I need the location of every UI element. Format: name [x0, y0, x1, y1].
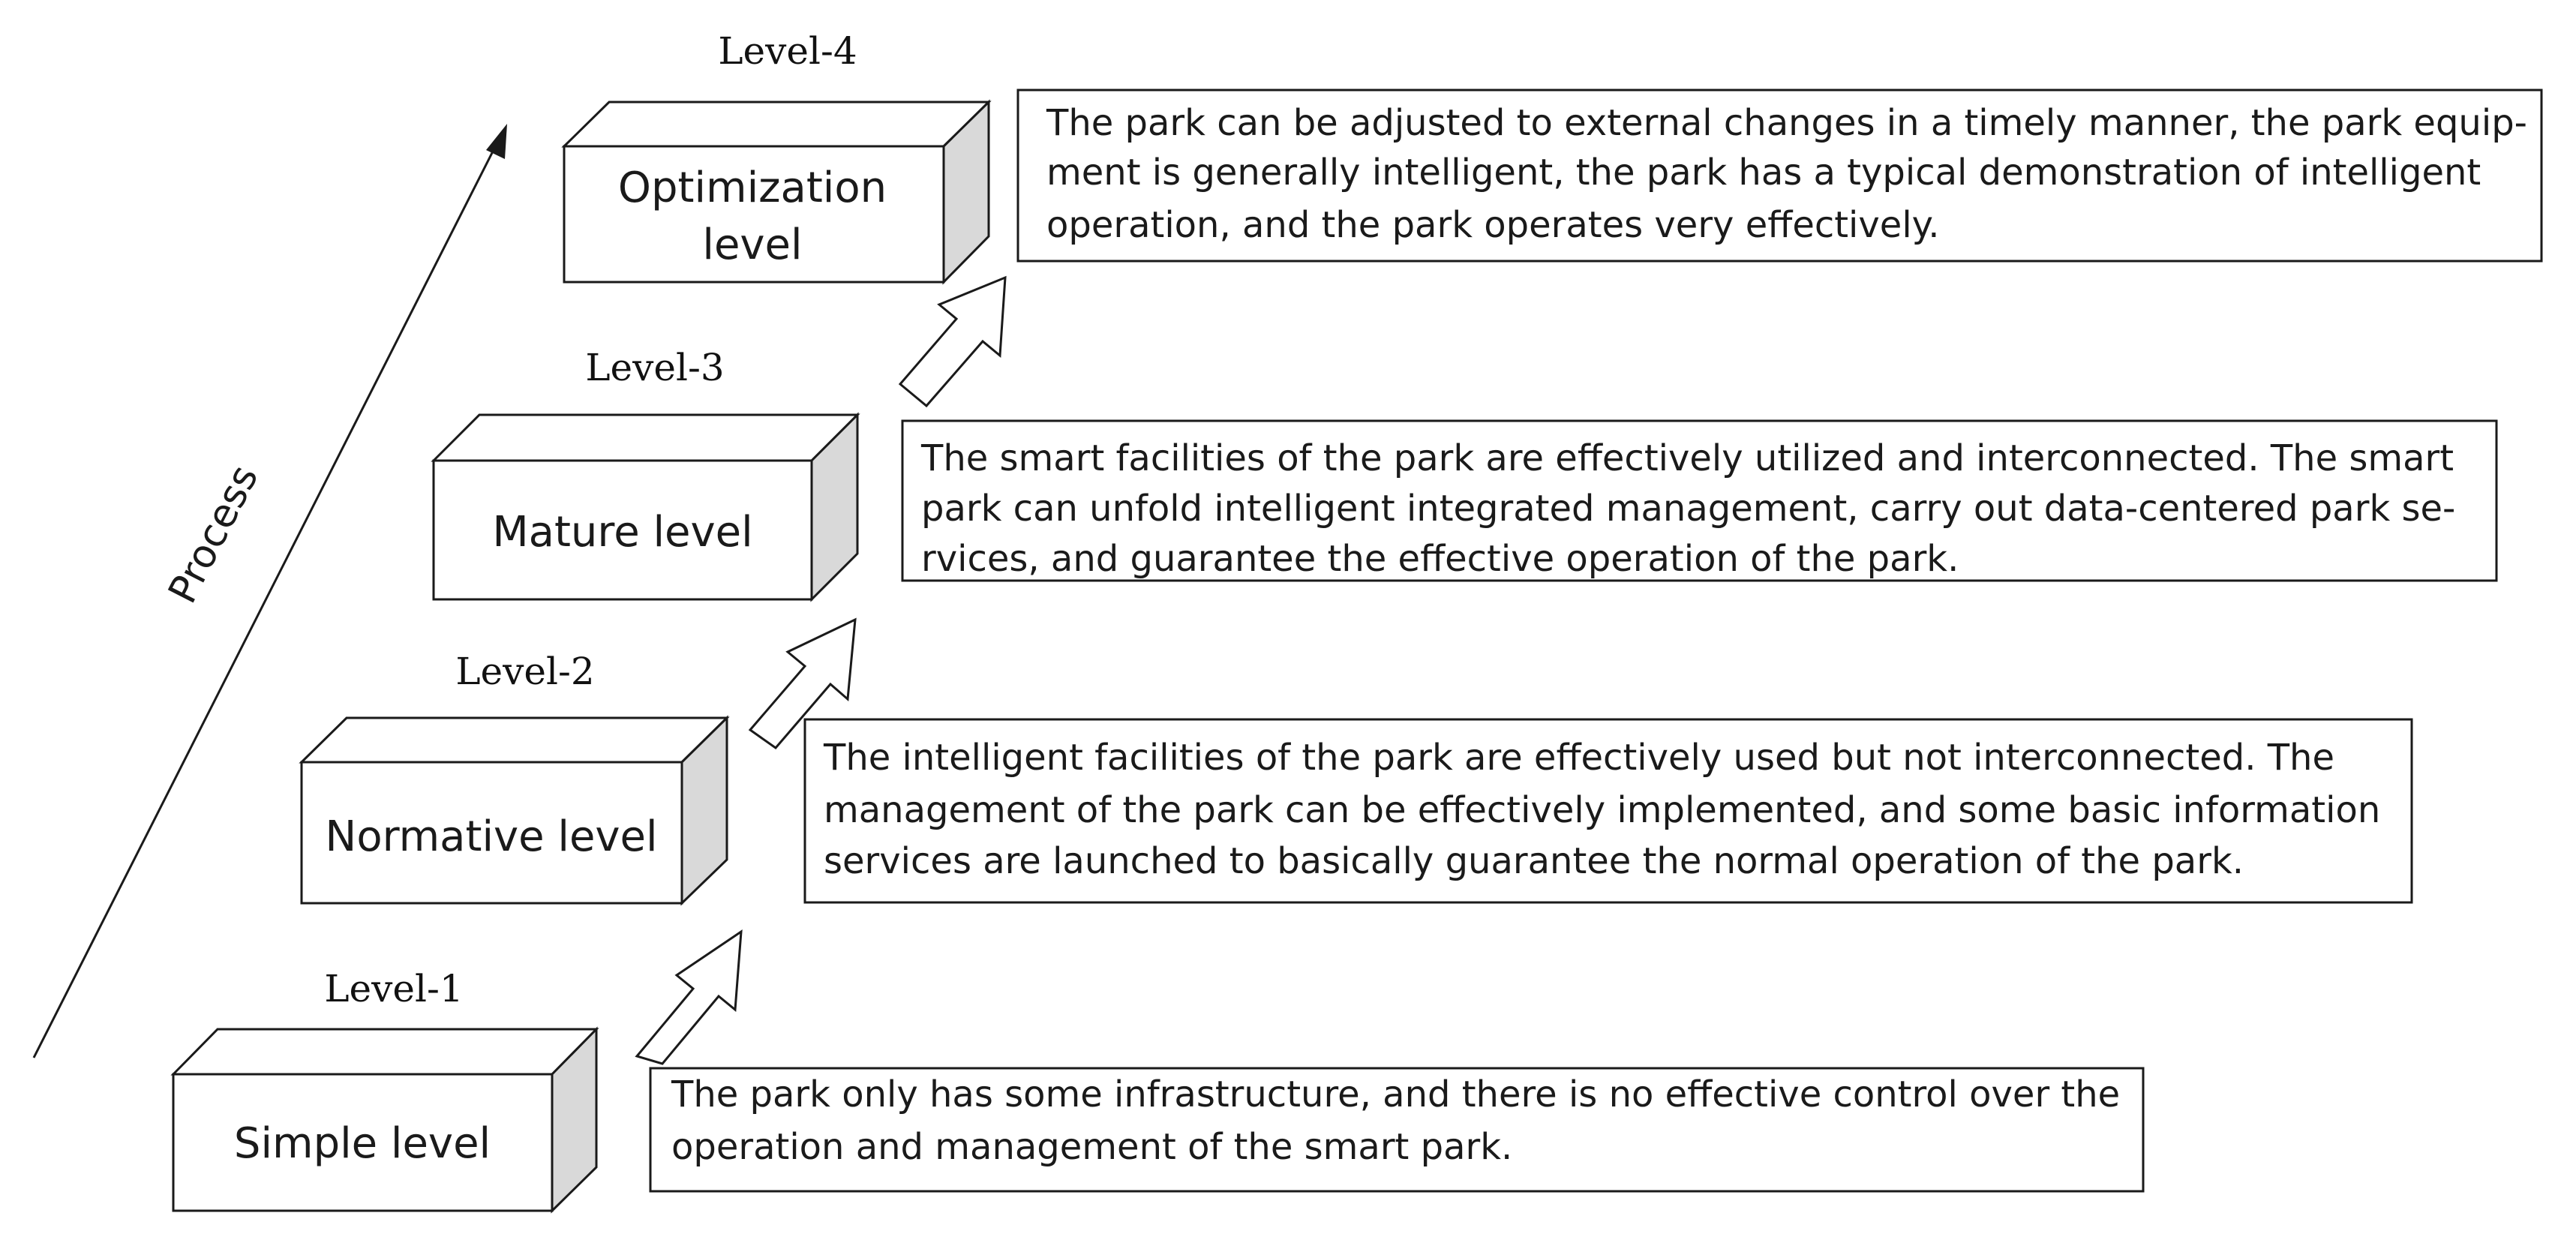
level-4-name-line-2: level: [702, 221, 803, 269]
level-1-group: [173, 967, 2143, 1211]
process-axis-line: [34, 135, 501, 1058]
level-4-name-line-1: Optimization: [617, 164, 887, 212]
level-2-title: Level-2: [455, 650, 595, 693]
level-1-box: [173, 1029, 596, 1211]
level-2-description-box: [805, 719, 2412, 902]
level-4-box-top: [564, 102, 989, 146]
level-4-group: [564, 29, 2541, 282]
level-2-description-line-3: services are launched to basically guarantee the normal operation of the park.: [824, 840, 2244, 882]
level-2-box-top: [302, 718, 727, 762]
level-1-title: Level-1: [324, 967, 464, 1010]
level-3-description-line-1: The smart facilities of the park are effectively utilized and interconnected. The smart: [921, 437, 2454, 479]
level-2-description-line-1: The intelligent facilities of the park are effectively used but not interconnected. The: [824, 737, 2334, 779]
level-3-box: [434, 415, 857, 599]
level-4-description-box: [1018, 90, 2541, 261]
level-3-group: [434, 346, 2496, 599]
level-2-box: [302, 718, 727, 903]
level-3-description-line-2: park can unfold intelligent integrated management, carry out data-centered park se-: [921, 488, 2456, 530]
level-3-box-top: [434, 415, 857, 461]
process-axis-arrowhead: [486, 124, 507, 159]
level-1-description-line-2: operation and management of the smart park.: [671, 1126, 1513, 1168]
level-4-description-line-1: The park can be adjusted to external changes in a timely manner, the park equip-: [1046, 102, 2527, 144]
level-4-description-line-2: ment is generally intelligent, the park has a typical demonstration of intelligent: [1046, 152, 2481, 194]
level-2-description-line-2: management of the park can be effectively implemented, and some basic information: [824, 789, 2381, 831]
level-4-title: Level-4: [718, 29, 857, 73]
level-1-name: Simple level: [233, 1119, 491, 1168]
level-3-description-line-3: rvices, and guarantee the effective operation of the park.: [921, 538, 1959, 580]
level-4-description-line-3: operation, and the park operates very effectively.: [1046, 204, 1940, 246]
level-1-box-top: [173, 1029, 596, 1074]
level-1-description-box: [650, 1068, 2143, 1191]
step-arrow-3-to-4: [900, 278, 1005, 406]
process-axis-label: Process: [160, 458, 268, 611]
level-2-name: Normative level: [325, 812, 658, 861]
level-3-name: Mature level: [492, 508, 753, 557]
level-3-title: Level-3: [585, 346, 725, 389]
level-1-description-line-1: The park only has some infrastructure, and there is no effective control over the: [671, 1073, 2121, 1115]
level-4-box: [564, 102, 989, 282]
step-arrow-1-to-2: [637, 932, 741, 1064]
level-2-group: [302, 650, 2412, 903]
level-3-description-box: [902, 421, 2496, 581]
